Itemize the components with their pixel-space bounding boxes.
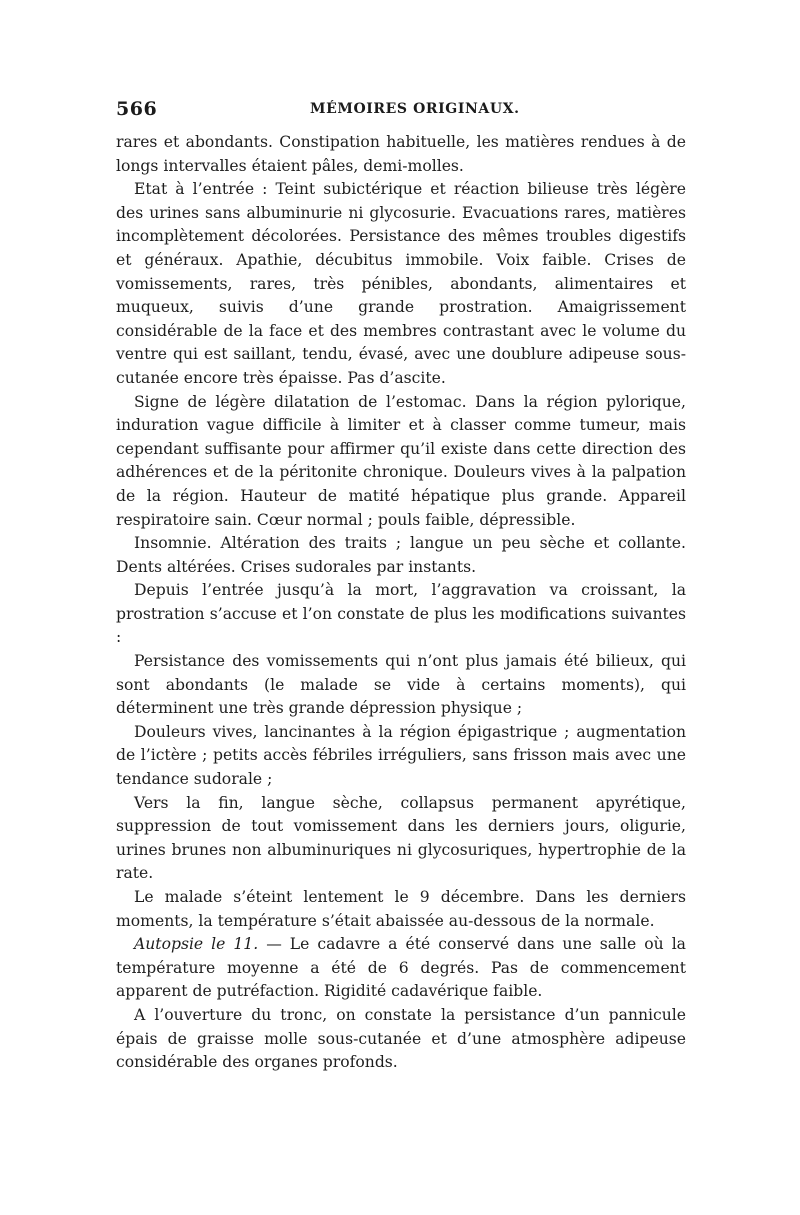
paragraph bbox=[116, 933, 686, 1004]
autopsy-heading: Autopsie le 11. bbox=[134, 935, 259, 954]
paragraph: rares et abondants. Constipation habituelle, les matières rendues à de longs intervalles étaient pâles, demi-molles. bbox=[116, 133, 686, 175]
paragraph: Vers la fin, langue sèche, collapsus permanent apyrétique, suppression de tout vomissement dans les derniers jours, oligurie, urines brunes non albuminuriques ni glycosuriques, hypertrophie de la rate. bbox=[116, 793, 686, 883]
paragraph: Signe de légère dilatation de l’estomac. Dans la région pylorique, induration vague difficile à limiter et à classer comme tumeur, mais cependant suffisante pour affirmer qu’il existe dans cette direction des adhérences et de la péritonite chronique. Douleurs vives à la palpation de la région. Hauteur de matité hépatique plus grande. Appareil respiratoire sain. Cœur normal ; pouls faible, dépressible. bbox=[116, 392, 686, 529]
paragraph: Etat à l’entrée : Teint subictérique et réaction bilieuse très légère des urines sans albuminurie ni glycosurie. Evacuations rares, matières incomplètement décolorées. Persistance des mêmes troubles digestifs et généraux. Apathie, décubitus immobile. Voix faible. Crises de vomissements, rares, très pénibles, abondants, alimentaires et muqueux, suivis d’une grande prostration. Amaigrissement considérable de la face et des membres contrastant avec le volume du ventre qui est saillant, tendu, évasé, avec une doublure adipeuse sous-cutanée encore très épaisse. Pas d’ascite. bbox=[116, 180, 686, 387]
paragraph: Insomnie. Altération des traits ; langue un peu sèche et collante. Dents altérées. Crises sudorales par instants. bbox=[116, 534, 686, 576]
paragraph: Douleurs vives, lancinantes à la région épigastrique ; augmentation de l’ictère ; petits accès fébriles irréguliers, sans frisson mais avec une tendance sudorale ; bbox=[116, 722, 686, 789]
paragraph-text: — Le cadavre a été conservé dans une salle où la température moyenne a été de 6 degrés. Pas de commencement apparent de putréfaction. Rigidité cadavérique faible. bbox=[116, 935, 686, 1001]
running-head: MÉMOIRES ORIGINAUX. bbox=[310, 101, 520, 117]
paragraph: Le malade s’éteint lentement le 9 décembre. Dans les derniers moments, la température s’était abaissée au-dessous de la normale. bbox=[116, 888, 686, 930]
paragraph: Persistance des vomissements qui n’ont plus jamais été bilieux, qui sont abondants (le malade se vide à certains moments), qui déterminent une très grande dépression physique ; bbox=[116, 652, 686, 718]
page-number: 566 bbox=[116, 98, 158, 120]
page-header bbox=[116, 98, 686, 126]
body-text bbox=[116, 131, 686, 1075]
paragraph: Depuis l’entrée jusqu’à la mort, l’aggravation va croissant, la prostration s’accuse et l’on constate de plus les modifications suivantes : bbox=[116, 581, 686, 647]
paragraph: A l’ouverture du tronc, on constate la persistance d’un pannicule épais de graisse molle sous-cutanée et d’une atmosphère adipeuse considérable des organes profonds. bbox=[116, 1005, 686, 1072]
